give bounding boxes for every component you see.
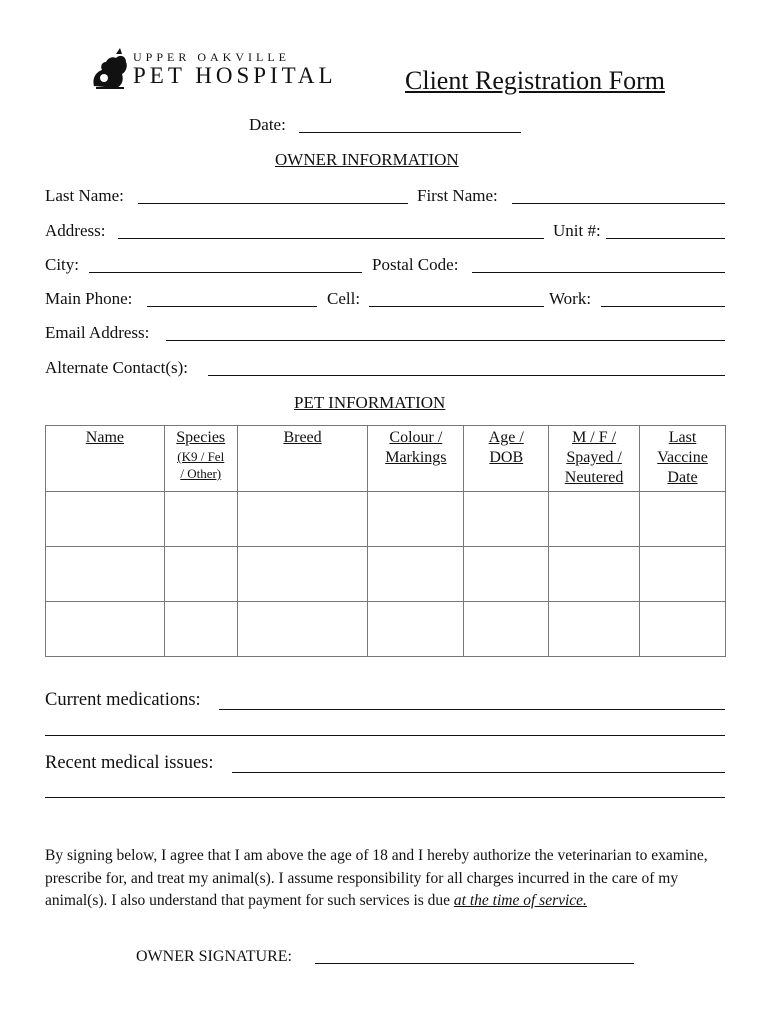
cell-label: Cell: <box>327 289 361 308</box>
col-sex-status: M / F / Spayed / Neutered <box>549 426 640 492</box>
cell-field[interactable] <box>369 306 544 307</box>
table-cell[interactable] <box>464 492 549 547</box>
city-label: City: <box>45 255 80 274</box>
recent-medical-issues-field[interactable] <box>232 772 725 773</box>
alternate-contact-label: Alternate Contact(s): <box>45 358 189 377</box>
col-age-dob: Age / DOB <box>464 426 549 492</box>
postal-code-field[interactable] <box>472 272 725 273</box>
table-row <box>46 547 726 602</box>
owner-section-title: OWNER INFORMATION <box>275 150 459 169</box>
recent-medical-issues-field-line2[interactable] <box>45 797 725 798</box>
col-name: Name <box>46 426 165 492</box>
table-cell[interactable] <box>46 602 165 657</box>
logo-text-main: PET HOSPITAL <box>133 63 337 88</box>
col-colour-markings: Colour / Markings <box>368 426 464 492</box>
table-cell[interactable] <box>640 602 726 657</box>
address-field[interactable] <box>118 238 544 239</box>
table-cell[interactable] <box>368 547 464 602</box>
table-cell[interactable] <box>237 602 368 657</box>
table-cell[interactable] <box>164 602 237 657</box>
work-field[interactable] <box>601 306 725 307</box>
first-name-label: First Name: <box>417 186 498 205</box>
alternate-contact-field[interactable] <box>208 375 725 376</box>
main-phone-field[interactable] <box>147 306 317 307</box>
table-cell[interactable] <box>368 492 464 547</box>
current-medications-field[interactable] <box>219 709 725 710</box>
main-phone-label: Main Phone: <box>45 289 133 308</box>
table-cell[interactable] <box>549 492 640 547</box>
table-row <box>46 492 726 547</box>
table-cell[interactable] <box>640 547 726 602</box>
unit-label: Unit #: <box>553 221 601 240</box>
table-cell[interactable] <box>164 547 237 602</box>
table-row <box>46 602 726 657</box>
owner-signature-label: OWNER SIGNATURE: <box>136 948 292 965</box>
table-cell[interactable] <box>237 547 368 602</box>
first-name-field[interactable] <box>512 203 725 204</box>
email-label: Email Address: <box>45 323 150 342</box>
pet-information-table <box>45 425 726 657</box>
col-species: Species (K9 / Fel / Other) <box>164 426 237 492</box>
table-cell[interactable] <box>640 492 726 547</box>
email-field[interactable] <box>166 340 725 341</box>
table-cell[interactable] <box>46 547 165 602</box>
current-medications-label: Current medications: <box>45 690 201 710</box>
date-label: Date: <box>249 115 286 134</box>
table-cell[interactable] <box>368 602 464 657</box>
consent-text: By signing below, I agree that I am above the age of 18 and I hereby authorize the veterinarian to examine, prescribe for, and treat my animal(s). I assume responsibility for all charges incurred in the care of my animal(s). I also understand that payment for such services is due <box>45 847 708 909</box>
owner-signature-field[interactable] <box>315 963 634 964</box>
pet-table-header <box>46 426 726 492</box>
table-cell[interactable] <box>549 602 640 657</box>
address-label: Address: <box>45 221 106 240</box>
work-label: Work: <box>549 289 592 308</box>
unit-field[interactable] <box>606 238 725 239</box>
form-title: Client Registration Form <box>405 66 665 95</box>
table-cell[interactable] <box>46 492 165 547</box>
table-cell[interactable] <box>164 492 237 547</box>
consent-paragraph <box>45 845 735 913</box>
table-cell[interactable] <box>464 602 549 657</box>
current-medications-field-line2[interactable] <box>45 735 725 736</box>
last-name-label: Last Name: <box>45 186 124 205</box>
city-field[interactable] <box>89 272 362 273</box>
recent-medical-issues-label: Recent medical issues: <box>45 753 214 773</box>
logo-text-top: UPPER OAKVILLE <box>133 50 290 64</box>
table-cell[interactable] <box>237 492 368 547</box>
table-cell[interactable] <box>549 547 640 602</box>
pet-section-title: PET INFORMATION <box>294 393 446 412</box>
last-name-field[interactable] <box>138 203 408 204</box>
postal-code-label: Postal Code: <box>372 255 459 274</box>
col-last-vaccine-date: Last Vaccine Date <box>640 426 726 492</box>
date-field[interactable] <box>299 132 521 133</box>
table-cell[interactable] <box>464 547 549 602</box>
pet-hospital-logo-icon <box>90 48 130 90</box>
consent-due-text: at the time of service. <box>453 892 587 909</box>
col-breed: Breed <box>237 426 368 492</box>
